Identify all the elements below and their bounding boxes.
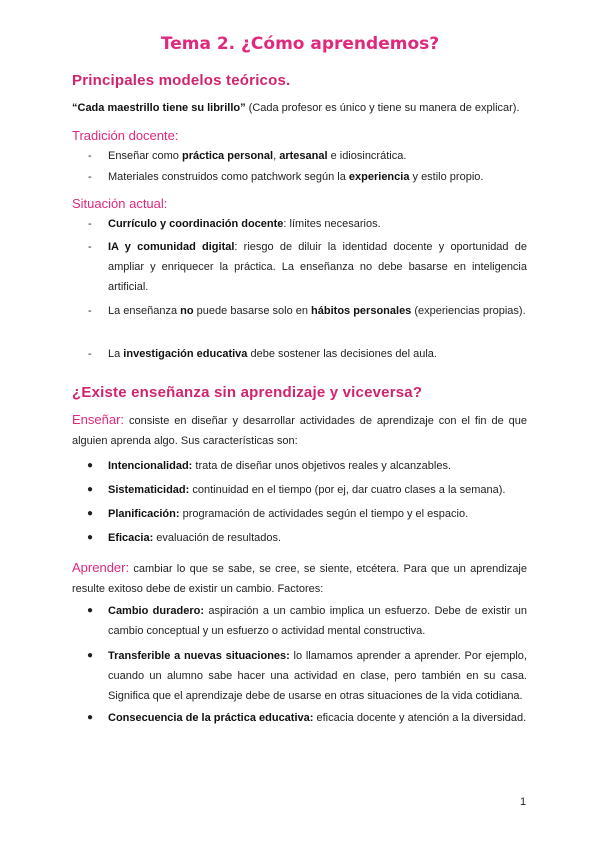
aprender-label: Aprender: [72,560,130,575]
list-item: Eficacia: evaluación de resultados. [108,532,282,544]
dash-bullet: - [88,171,92,183]
dash-bullet: - [88,150,92,162]
ensenar-label: Enseñar: [72,412,125,427]
section-heading-modelos: Principales modelos teóricos. [72,72,291,89]
list-item: Currículo y coordinación docente: límites necesarios. [108,218,381,230]
subheading-situacion: Situación actual: [72,196,168,211]
page-number: 1 [520,796,527,808]
dash-bullet: - [88,218,92,230]
bullet-dot: ● [87,532,94,543]
list-item: La enseñanza no puede basarse solo en hábitos personales (experiencias propias). [108,305,526,317]
list-item: La investigación educativa debe sostener las decisiones del aula. [108,348,437,360]
bullet-dot: ● [87,508,94,519]
list-item: Cambio duradero: aspiración a un cambio implica un esfuerzo. Debe de existir un cambio conceptual y un esfuerzo o actividad mental constructiva. [108,605,527,637]
dash-bullet: - [88,348,92,360]
quote-rest: (Cada profesor es único y tiene su manera de explicar). [245,102,520,114]
list-item: Intencionalidad: trata de diseñar unos objetivos reales y alcanzables. [108,460,451,472]
list-item: Sistematicidad: continuidad en el tiempo (por ej, dar cuatro clases a la semana). [108,484,506,496]
quote-paragraph [72,98,527,118]
list-item: Transferible a nuevas situaciones: lo llamamos aprender a aprender. Por ejemplo, cuando un alumno sabe hacer una actividad en clase, pero también en su casa. Significa que el aprendizaje debe de usarse en otras situaciones de la vida cotidiana. [108,650,527,702]
bullet-dot: ● [87,460,94,471]
dash-bullet: - [88,241,92,253]
bullet-dot: ● [87,484,94,495]
subheading-tradicion: Tradición docente: [72,128,179,143]
bullet-dot: ● [87,605,94,616]
list-item: IA y comunidad digital: riesgo de diluir la identidad docente y oportunidad de ampliar y enriquecer la práctica. La enseñanza no debe basarse en inteligencia artificial. [108,241,527,293]
section-heading-ensenanza: ¿Existe enseñanza sin aprendizaje y viceversa? [72,384,423,401]
bullet-dot: ● [87,712,94,723]
quote-bold: “Cada maestrillo tiene su librillo” [72,102,246,114]
list-item: Planificación: programación de actividades según el tiempo y el espacio. [108,508,469,520]
list-item: Materiales construidos como patchwork según la experiencia y estilo propio. [108,171,484,183]
page-title: Tema 2. ¿Cómo aprendemos? [160,34,440,54]
dash-bullet: - [88,305,92,317]
aprender-paragraph: Aprender: cambiar lo que se sabe, se cree, se siente, etcétera. Para que un aprendizaje resulte exitoso debe de existir un cambio. Factores: [72,560,527,595]
bullet-dot: ● [87,650,94,661]
ensenar-paragraph: Enseñar: consiste en diseñar y desarrollar actividades de aprendizaje con el fin de que alguien aprenda algo. Sus características son: [72,412,527,447]
list-item: Enseñar como práctica personal, artesanal e idiosincrática. [108,150,407,162]
list-item: Consecuencia de la práctica educativa: eficacia docente y atención a la diversidad. [108,712,527,724]
